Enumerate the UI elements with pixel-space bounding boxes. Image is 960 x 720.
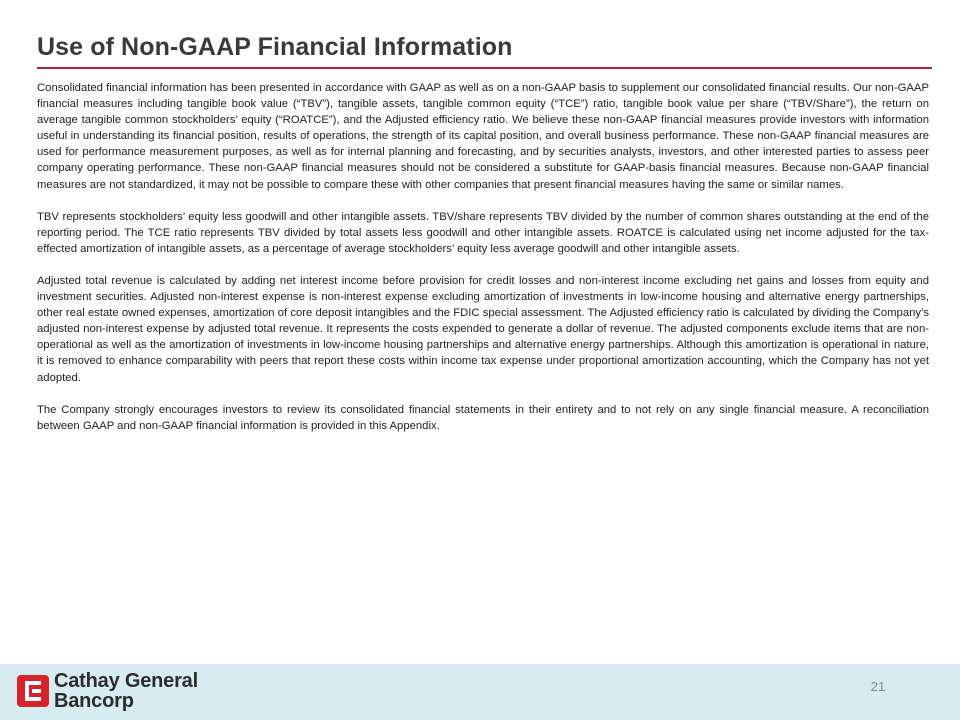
page-number: 21 xyxy=(870,679,886,694)
cathay-logo-icon xyxy=(16,674,50,708)
paragraph-intro: Consolidated financial information has been presented in accordance with GAAP as well as on a non-GAAP basis to supplement our consolidated financial results. Our non-GAAP financial measures including tangible book value (“TBV”), tangible assets, tangible common equity (“TCE”) ratio, tangible book value per share (“TBV/Share”), the return on average tangible common stockholders’ equity (“ROATCE”), and the Adjusted efficiency ratio. We believe these non-GAAP financial measures provide investors with information useful in understanding its financial position, results of operations, the strength of its capital position, and overall business performance. These non-GAAP financial measures are used for performance measurement purposes, as well as for internal planning and forecasting, and by securities analysts, investors, and other interested parties to assess peer company operating performance. These non-GAAP financial measures should not be considered a substitute for GAAP-basis financial measures. Because non-GAAP financial measures are not standardized, it may not be possible to compare these with other companies that present financial measures having the same or similar names. xyxy=(37,82,929,191)
page-title: Use of Non-GAAP Financial Information xyxy=(37,33,513,61)
logo-line-2: Bancorp xyxy=(54,690,134,712)
body-text xyxy=(37,80,929,450)
paragraph-tbv-definitions: TBV represents stockholders’ equity less goodwill and other intangible assets. TBV/share represents TBV divided by the number of common shares outstanding at the end of the reporting period. The TCE ratio represents TBV divided by total assets less goodwill and other intangible assets. ROATCE is calculated using net income adjusted for the tax-effected amortization of intangible assets, as a percentage of average stockholders’ equity less average goodwill and other intangible assets. xyxy=(37,210,929,255)
paragraph-adjusted-efficiency: Adjusted total revenue is calculated by adding net interest income before provision for credit losses and non-interest income excluding net gains and losses from equity and investment securities. Adjusted non-interest expense is non-interest expense excluding amortization of investments in low-income housing and alternative energy partnerships, other real estate owned expenses, amortization of core deposit intangibles and the FDIC special assessment. The Adjusted efficiency ratio is calculated by dividing the Company’s adjusted non-interest expense by adjusted total revenue. It represents the costs expended to generate a dollar of revenue. The adjusted components exclude items that are non-operational as well as the amortization of investments in low-income housing partnerships and alternative energy partnerships. Although this amortization is operational in nature, it is removed to enhance comparability with peers that report these costs within income tax expense under proportional amortization accounting, which the Company has not yet adopted. xyxy=(37,274,929,384)
title-divider xyxy=(37,67,932,69)
logo-line-1: Cathay General xyxy=(54,670,198,692)
paragraph-reconciliation-note: The Company strongly encourages investors to review its consolidated financial statements in their entirety and to not rely on any single financial measure. A reconciliation between GAAP and non-GAAP financial information is provided in this Appendix. xyxy=(37,403,929,432)
company-logo-text xyxy=(54,671,198,711)
